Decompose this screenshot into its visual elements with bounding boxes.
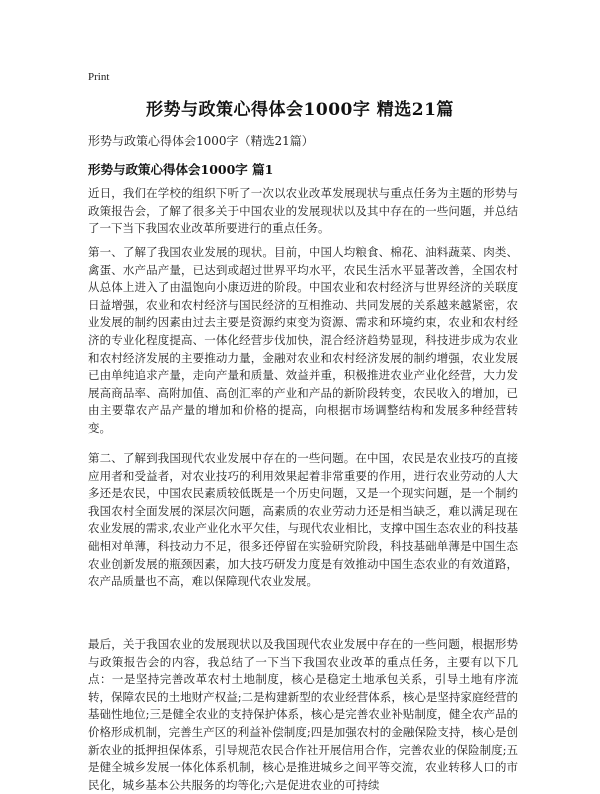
paragraph-intro: 近日，我们在学校的组织下听了一次以农业改革发展现状与重点任务为主题的形势与政策报告会，了解了很多关于中国农业的发展现状以及其中存在的一些问题，并总结了一下当下我国农业改革所要进行的重点任务。	[88, 186, 518, 236]
paragraph-current-status: 第一、了解了我国农业发展的现状。目前，中国人均粮食、棉花、油料蔬菜、肉类、禽蛋、水产品产量，已达到或超过世界平均水平，农民生活水平显著改善，全国农村从总体上进入了由温饱向小康迈进的阶段。中国农业和农村经济与世界经济的关联度日益增强，农业和农村经济与国民经济的互相推动、共同发展的关系越来越紧密，农业发展的制约因素由过去主要是资源约束变为资源、需求和环境约束，农业和农村经济的专业化程度提高、一体化经营步伐加快，混合经济趋势显现，科技进步成为农业和农村经济发展的主要推动力量，金融对农业和农村经济发展的制约增强，农业发展已由单纯追求产量，走向产量和质量、效益并重，积极推进农业产业化经营，大力发展高商品率、高附加值、高创汇率的产业和产品的新阶段转变，农民收入的增加，已由主要靠农产品产量的增加和价格的提高，向根据市场调整结构和发展多种经营转变。	[88, 245, 518, 435]
print-label: Print	[88, 71, 110, 83]
section-heading: 形势与政策心得体会1000字 篇1	[88, 162, 274, 177]
paragraph-problems: 第二、了解到我国现代农业发展中存在的一些问题。在中国，农民是农业技巧的直接应用者和受益者，对农业技巧的利用效果起着非常重要的作用，进行农业劳动的人大多还是农民，中国农民素质较低既是一个历史问题，又是一个现实问题，是一个制约我国农村全面发展的深层次问题，高素质的农业劳动力还是相当缺乏，难以满足现在农业发展的需求,农业产业化水平欠佳，与现代农业相比，支撑中国生态农业的科技基础相对单薄，科技动力不足，很多还停留在实验研究阶段，科技基础单薄是中国生态农业创新发展的瓶颈因素，加大技巧研发力度是有效推动中国生态农业的有效道路，农产品质量也不高，难以保障现代农业发展。	[88, 451, 518, 589]
document-title: 形势与政策心得体会1000字 精选21篇	[146, 100, 454, 120]
document-subtitle: 形势与政策心得体会1000字（精选21篇）	[88, 134, 314, 148]
paragraph-key-tasks: 最后，关于我国农业的发展现状以及我国现代农业发展中存在的一些问题，根据形势与政策报告会的内容，我总结了一下当下我国农业改革的重点任务，主要有以下几点：一是坚持完善改革农村土地制度，核心是稳定土地承包关系，引导土地有序流转，保障农民的土地财产权益;二是构建新型的农业经营体系，核心是坚持家庭经营的基础性地位;三是健全农业的支持保护体系，核心是完善农业补贴制度，健全农产品的价格形成机制，完善生产区的利益补偿制度;四是加强农村的金融保险支持，核心是创新农业的抵押担保体系，引导规范农民合作社开展信用合作，完善农业的保险制度;五是健全城乡发展一体化体系机制，核心是推进城乡之间平等交流，农业转移人口的市民化，城乡基本公共服务的均等化;六是促进农业的可持续	[88, 637, 518, 792]
